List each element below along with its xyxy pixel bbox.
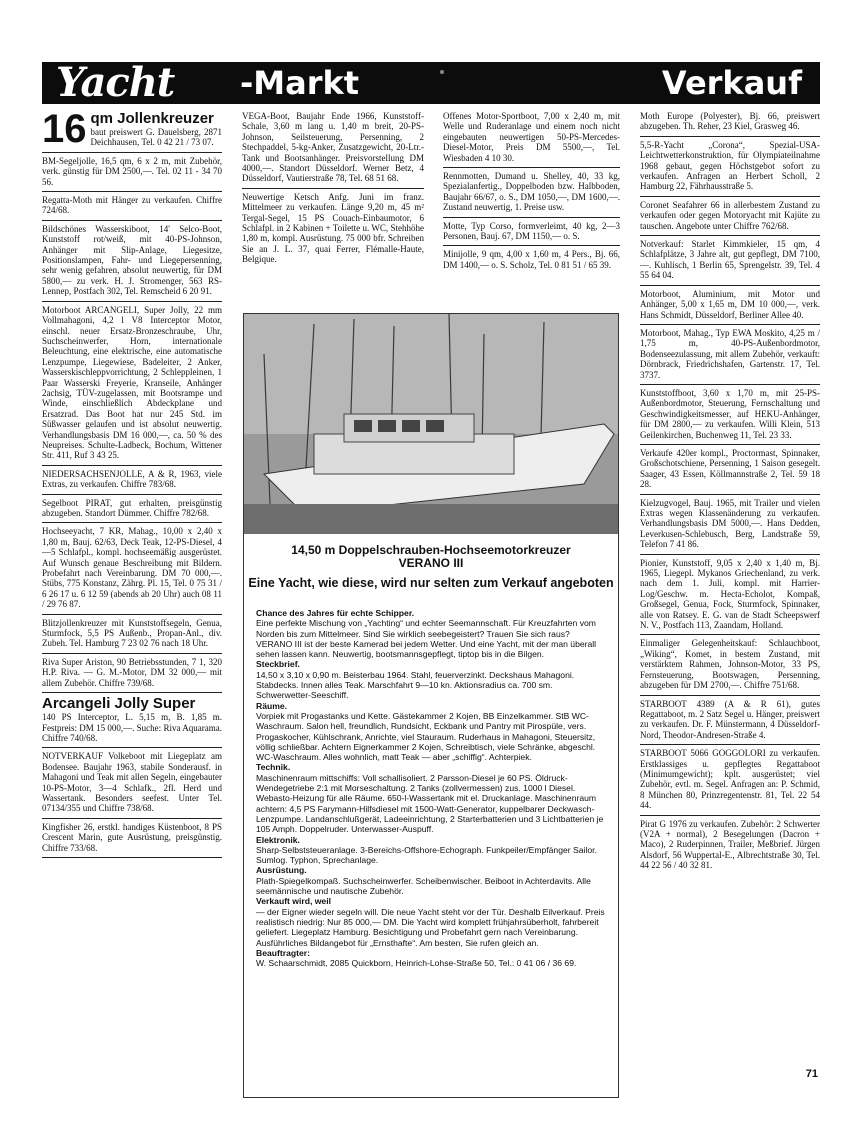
section-text: 14,50 x 3,10 x 0,90 m. Beisterbau 1964. Stahl, feuerverzinkt. Deckshaus Mahagoni. Stabdecks. Innen alles Teak. Marschfahrt 9—10 kn. Aktionsradius ca. 700 sm. Schwerwetter-Seeschiff.	[256, 669, 575, 701]
yacht-markt-banner	[42, 59, 820, 106]
ad-headline: qm Jollenkreuzer	[90, 110, 214, 127]
classified-ad: Verkaufe 420er kompl., Proctormast, Spinnaker, Großschotschiene, Persenning, 1 Saison gesegelt. Saager, 43 Essen, Köllmannstraße 2, Tel. 59 18 28.	[640, 445, 820, 495]
section-heading: Steckbrief.	[256, 659, 300, 670]
classified-ad: STARBOOT 5066 GOGGOLORI zu verkaufen. Erstklassiges u. gepflegtes Regattaboot (Minimumgewicht); kplt. ausgerüstet; viel Zubehör, evtl. m. Segel. Anfragen an: P. Schmid, 8 München 80, Prinzregentenstr. 81, Tel. 22 54 44.	[640, 745, 820, 815]
section-heading: Verkauft wird, weil	[256, 896, 331, 907]
ad-headline: Arcangeli Jolly Super	[42, 695, 196, 713]
classified-ad: Bildschönes Wasserskiboot, 14' Selco-Boot, Kunststoff rot/weiß, mit 40-PS-Johnson, Anhänger mit Slip-Anlage, Liegesitze, Positionslampen, Fahr- und Liegepersenning, sehr wenig gefahren, absolut neuwertig, für DM 5800,— zu verk. H. J. Stromenger, 563 RS-Lennep, Postfach 302, Tel. Remscheid 6 20 91.	[42, 221, 222, 302]
feature-title-line-2: VERANO III	[398, 556, 464, 570]
decorative-dot	[440, 70, 444, 74]
banner-yacht-script: Yacht	[56, 59, 175, 106]
feature-body	[256, 608, 606, 968]
classified-ad: Pionier, Kunststoff, 9,05 x 2,40 x 1,40 m, Bj. 1965, Liegepl. Mykanos Griechenland, zu verk. nach dem 1. Juli, kompl. mit Harrier-Log/Geschw. m. Hecta-Echolot, Kompaß, Großsegel, Genua, Fock, Sturmfock, Spinnaker, alle von Ratsey. E. G. van de Stadt Scheepswerf N. V., Postfach 113, Zaandam, Holland.	[640, 555, 820, 636]
section-heading: Chance des Jahres für echte Schipper.	[256, 608, 415, 618]
classified-ad: Hochseeyacht, 7 KR, Mahag., 10,00 x 2,40 x 1,80 m, Bauj. 62/63, Deck Teak, 12-PS-Diesel, 4—5 Schlafpl., kompl. hochseemäßig ausgerüstet. Auf Wunsch genaue Beschreibung mit Bildern. Probefahrt nach Vereinbarung. DM 70 000,—. Stübs, 775 Konstanz, Zährg. Pl. 15, Tel. 0 75 31 / 6 26 17 u. 6 12 59 (abends ab 20 Uhr) auch 08 11 / 29 76 87.	[42, 523, 222, 614]
classified-ad: Offenes Motor-Sportboot, 7,00 x 2,40 m, mit Welle und Ruderanlage und einem noch nicht eingebauten neuwertigen 50-PS-Mercedes-Diesel-Motor, Preis DM 5500,—, Tel. Wiesbaden 4 10 30.	[443, 108, 620, 168]
classified-ad: Kunststoffboot, 3,60 x 1,70 m, mit 25-PS-Außenbordmotor, Steuerung, Fernschaltung und Geschwindigkeitsmesser, auf HEKU-Anhänger, für DM 2800,— zu verkaufen. Willi Klein, 513 Geilenkirchen, Buchenweg 11, Tel. 23 33.	[640, 385, 820, 445]
feature-subtitle: Eine Yacht, wie diese, wird nur selten zum Verkauf angeboten	[248, 576, 614, 590]
section-text: Plath-Spiegelkompaß. Suchscheinwerfer. Scheibenwischer. Beiboot in Achterdavits. Alle seemännische und nautische Zubehör.	[256, 875, 591, 897]
ad-text: 140 PS Interceptor, L. 5,15 m, B. 1,85 m. Festpreis: DM 15 000,—. Suche: Riva Aquarama. Chiffre 740/68.	[42, 712, 222, 743]
section-text: Eine perfekte Mischung von „Yachting“ und echter Seemannschaft. Für Kreuzfahrten vom Norden bis zum Mittelmeer. Sind Sie wirklich seebegeistert? Trauen Sie sich raus? VERANO III ist der beste Kamerad bei jedem Wetter. Und eine Yacht, mit der man überall sehen lassen kann. Neuwertig, bootsmannsgepflegt, tiptop bis in die Bilgen.	[256, 618, 597, 660]
classified-ad: Riva Super Ariston, 90 Betriebsstunden, 7 1, 320 H.P. Riva. — G. M.-Motor, DM 32 000,— mit allem Zubehör. Chiffre 739/68.	[42, 654, 222, 693]
classified-ad: Motorboot, Mahag., Typ EWA Moskito, 4,25 m / 1,75 m, 40-PS-Außenbordmotor, Bodenseezulassung, mit allem Zubehör, verkauft: Dörnbrack, Friedrichshafen, Gartenstr. 17, Tel. 3737.	[640, 325, 820, 385]
classified-ad: Pirat G 1976 zu verkaufen. Zubehör: 2 Schwerter (V2A + normal), 2 Besegelungen (Dacron + Maco), 2 Ruderpinnen, Trailer, Meßbrief. Jürgen Alsdorf, 56 Wuppertal-E., Albrechtstraße 30, Tel. 44 22 56 / 40 32 81.	[640, 818, 820, 871]
classified-ad: Minijolle, 9 qm, 4,00 x 1,60 m, 4 Pers., Bj. 66, DM 1400,— o. S. Scholz, Tel. 0 81 51 / 65 39.	[443, 249, 620, 270]
section-heading: Beauftragter:	[256, 947, 310, 958]
yacht-photo	[244, 314, 618, 534]
classified-ad: Segelboot PIRAT, gut erhalten, preisgünstig abzugeben. Standort Dümmer. Chiffre 782/68.	[42, 495, 222, 524]
feature-title	[244, 544, 618, 570]
section-text: Vorpiek mit Progastanks und Kette. Gästekammer 2 Kojen, BB Einzelkammer. StB WC-Waschraum. Salon hell, freundlich, Rundsicht, Eckbank und Pantry mit Pirospüle, vers. Progaskocher, Kühlschrank, Anrichte, viel Stauraum. Ruderhaus in Mahagoni, Steuersitz, völlig schließbar. Achtern Eignerkammer 2 Kojen, Schreibtisch, viele Schränke, abgeschl. WC-Waschraum. Alles wohnlich, matt Teak — aber „schiffig“. Achterpiek.	[256, 710, 596, 763]
classified-ad: Regatta-Moth mit Hänger zu verkaufen. Chiffre 724/68.	[42, 192, 222, 221]
ad-headline-number: 16	[42, 107, 87, 151]
verano-feature-ad	[243, 313, 619, 1098]
classified-ad	[42, 108, 222, 153]
section-heading: Elektronik.	[256, 834, 300, 845]
section-heading: Technik.	[256, 762, 291, 773]
classified-ad: Motorboot ARCANGELI, Super Jolly, 22 mm Vollmahagoni, 4,2 l V8 Interceptor Motor, einschl. neuer Ersatz-Bronzeschraube, Uhr, Suchscheinwerfer, Horn, internationale Beleuchtung, eine elektrische, eine automatische Lenzpumpe, Liegewiese, Badeleiter, 2 Anker, Wasserskischleppvorrichtung, 2 Schleppleinen, 1 Paar Wasserski Freyerie, Kranseile, Anhänger 2achsig, TÜV-zugelassen, mit Bootsrampe und Winde, einschließlich Abdeckplane und Ersatzrad. Das Boot hat nur 245 Std. im Süßwasser gelaufen und ist absolut neuwertig. Verhandlungsbasis DM 16 000,—, ca. 50 % des Neupreises. Schulte-Ladbeck, Bochum, Wittener Str. 411, Ruf 3 43 25.	[42, 302, 222, 466]
classified-ad: STARBOOT 4389 (A & R 61), gutes Regattaboot, m. 2 Satz Segel u. Hänger, preiswert zu verkaufen. Dr. F. Münstermann, 4 Düsseldorf-Nord, Theodor-Andresen-Straße 4.	[640, 696, 820, 746]
ads-column-1	[42, 108, 222, 858]
feature-title-line-1: 14,50 m Doppelschrauben-Hochseemotorkreuzer	[291, 543, 571, 557]
classified-ad: Blitzjollenkreuzer mit Kunststoffsegeln, Genua, Sturmfock, 5,5 PS Außenb., Propan-Anl., div. Zubeh. Tel. Hamburg 7 23 02 76 nach 18 Uhr.	[42, 615, 222, 654]
classified-ad: Kingfisher 26, erstkl. handiges Küstenboot, 8 PS Crescent Marin, gute Ausrüstung, preisgünstig. Chiffre 733/68.	[42, 819, 222, 858]
classified-ad: Kielzugvogel, Bauj. 1965, mit Trailer und vielen Extras wegen Klassenänderung zu verkaufen. Verhandlungsbasis DM 5000,—. Hans Dedden, Leverkusen-Schlebusch, Berg, Landstraße 59, Telefon 7 41 86.	[640, 495, 820, 555]
classified-ad: Moth Europe (Polyester), Bj. 66, preiswert abzugeben. Th. Reher, 23 Kiel, Grasweg 46.	[640, 108, 820, 137]
section-heading: Räume.	[256, 700, 288, 711]
section-text: Maschinenraum mittschiffs: Voll schallisoliert. 2 Parsson-Diesel je 60 PS. Öldruck-Wendegetriebe 2:1 mit Morseschaltung. 2 Tanks (zollvermessen) zus. 1000 l Diesel. Webasto-Heizung für alle Räume. 650-l-Wassertank mit el. Druckanlage. Maschinenraum achtern: 4,5 PS Farymann-Hilfsdiesel mit 1500-Watt-Generator, kuppelbarer Deckwasch-Lenzpumpe. Landanschlußgerät, Ladeeinrichtung, 2 Starterbatterien und 3 Lichtbatterien je 105 Amph. Doppelruder. Unterwasser-Auspuff.	[256, 772, 604, 835]
classified-ad: NOTVERKAUF Volkeboot mit Liegeplatz am Bodensee. Baujahr 1963, stabile Sonderausf. in Mahagoni und Teak mit allen Segeln, eingebauter 10-PS-Motor, 3—4 Schlafk., 2fl. Herd und Wassertank. Besonders seefest. Unter Tel. 07134/355 und Chiffre 738/68.	[42, 748, 222, 818]
classified-ad: BM-Segeljolle, 16,5 qm, 6 x 2 m, mit Zubehör, verk. günstig für DM 2500,—. Tel. 02 11 - 34 70 56.	[42, 153, 222, 192]
section-text: — der Eigner wieder segeln will. Die neue Yacht steht vor der Tür. Deshalb Eilverkauf. Preis realistisch niedrig: Nur 85 000,— DM. Die Yacht wird komplett frühjahrsüberholt, fahrbereit geliefert. Liegeplatz Hamburg. Besichtigung und Probefahrt gern nach Vereinbarung. Ausführliches Bildangebot für „Ernsthafte“. Am besten, Sie rufen gleich an.	[256, 906, 605, 948]
classified-ad: Notverkauf: Starlet Kimmkieler, 15 qm, 4 Schlafplätze, 3 Jahre alt, gut gepflegt, DM 7100,—. Kuhlisch, 1 Berlin 65, Sprengelstr. 39, Tel. 4 55 64 04.	[640, 236, 820, 286]
classified-ad: Rennmotten, Dumand u. Shelley, 40, 33 kg, Spezialanfertig., Doppelboden bzw. Halbboden, Baujahr 66/67, o. S., DM 1050,—, DM 1600,—. Zustand neuwertig, 1. Preise usw.	[443, 168, 620, 218]
classified-ad: Motorboot, Aluminium, mit Motor und Anhänger, 5,00 x 1,65 m, DM 10 000,—, verk. Hans Schmidt, Düsseldorf, Berliner Allee 40.	[640, 286, 820, 325]
section-text: Sharp-Selbststeueranlage. 3-Bereichs-Offshore-Echograph. Funkpeiler/Empfänger Sailor. Sumlog. Typhon, Sprechanlage.	[256, 844, 597, 866]
classified-ad: VEGA-Boot, Baujahr Ende 1966, Kunststoff-Schale, 3,60 m lang u. 1,40 m breit, 20-PS-Johnson, Seilsteuerung, Persenning, 2 Stechpaddel, 5-kg-Anker, Zusatzgewicht, 20-Ltr.-Tank und Bootsanhänger. Preisvorstellung DM 4000,—. Standort Düsseldorf. Werner Betz, 4 Düsseldorf, Vautierstraße 78, Tel. 68 51 68.	[242, 108, 424, 189]
classified-ad	[42, 693, 222, 748]
classified-ad: Motte, Typ Corso, formverleimt, 40 kg, 2—3 Personen, Bauj. 67, DM 1150,— o. S.	[443, 218, 620, 247]
banner-markt: -Markt	[240, 64, 360, 102]
ads-column-2	[242, 108, 424, 269]
page-number: 71	[805, 1068, 818, 1080]
classified-ad: Neuwertige Ketsch Anfg. Juni im franz. Mittelmeer zu verkaufen. Länge 9,20 m, 45 m² Tergal-Segel, 15 PS Couach-Einbaumotor, 6 Schlafpl. in 2 Kabinen + Toilette u. WC, Stehhöhe 1,80 m, kompl. Ausrüstung. 75 000 bfr. Schreiben Sie an J. L. 37, quai Ferrer, Flémalle-Haute, Belgique.	[242, 191, 424, 265]
classified-ad: NIEDERSACHSENJOLLE, A & R, 1963, viele Extras, zu verkaufen. Chiffre 783/68.	[42, 466, 222, 495]
section-heading: Ausrüstung.	[256, 865, 307, 876]
ads-column-4	[640, 108, 820, 875]
section-text: W. Schaarschmidt, 2085 Quickborn, Heinrich-Lohse-Straße 50, Tel.: 0 41 06 / 36 69.	[256, 958, 577, 969]
classified-ad: Einmaliger Gelegenheitskauf: Schlauchboot, „Wiking“, Komet, in bestem Zustand, mit verstärktem Rahmen, Johnson-Motor, 33 PS, Fernsteuerung, Bootswagen, Persenning, abzugeben für DM 2700,—. Chiffre 751/68.	[640, 635, 820, 695]
classified-ad: Coronet Seafahrer 66 in allerbestem Zustand zu verkaufen oder gegen Motoryacht mit Kajüte zu tauschen. Angebote unter Chiffre 762/68.	[640, 197, 820, 236]
banner-verkauf: Verkauf	[661, 64, 802, 102]
classified-ad: 5,5-R-Yacht „Corona“, Spezial-USA-Leichtwetterkonstruktion, für Olympiateilnahme 1968 gebaut, gegen Höchstgebot sofort zu verkaufen. Anfragen an Herbert Scholl, 2 Hamburg 22, Fährhausstraße 5.	[640, 137, 820, 197]
ad-text: baut preiswert G. Dauelsberg, 2871 Deichhausen, Tel. 0 42 21 / 73 07.	[90, 127, 222, 148]
ads-column-3	[443, 108, 620, 274]
